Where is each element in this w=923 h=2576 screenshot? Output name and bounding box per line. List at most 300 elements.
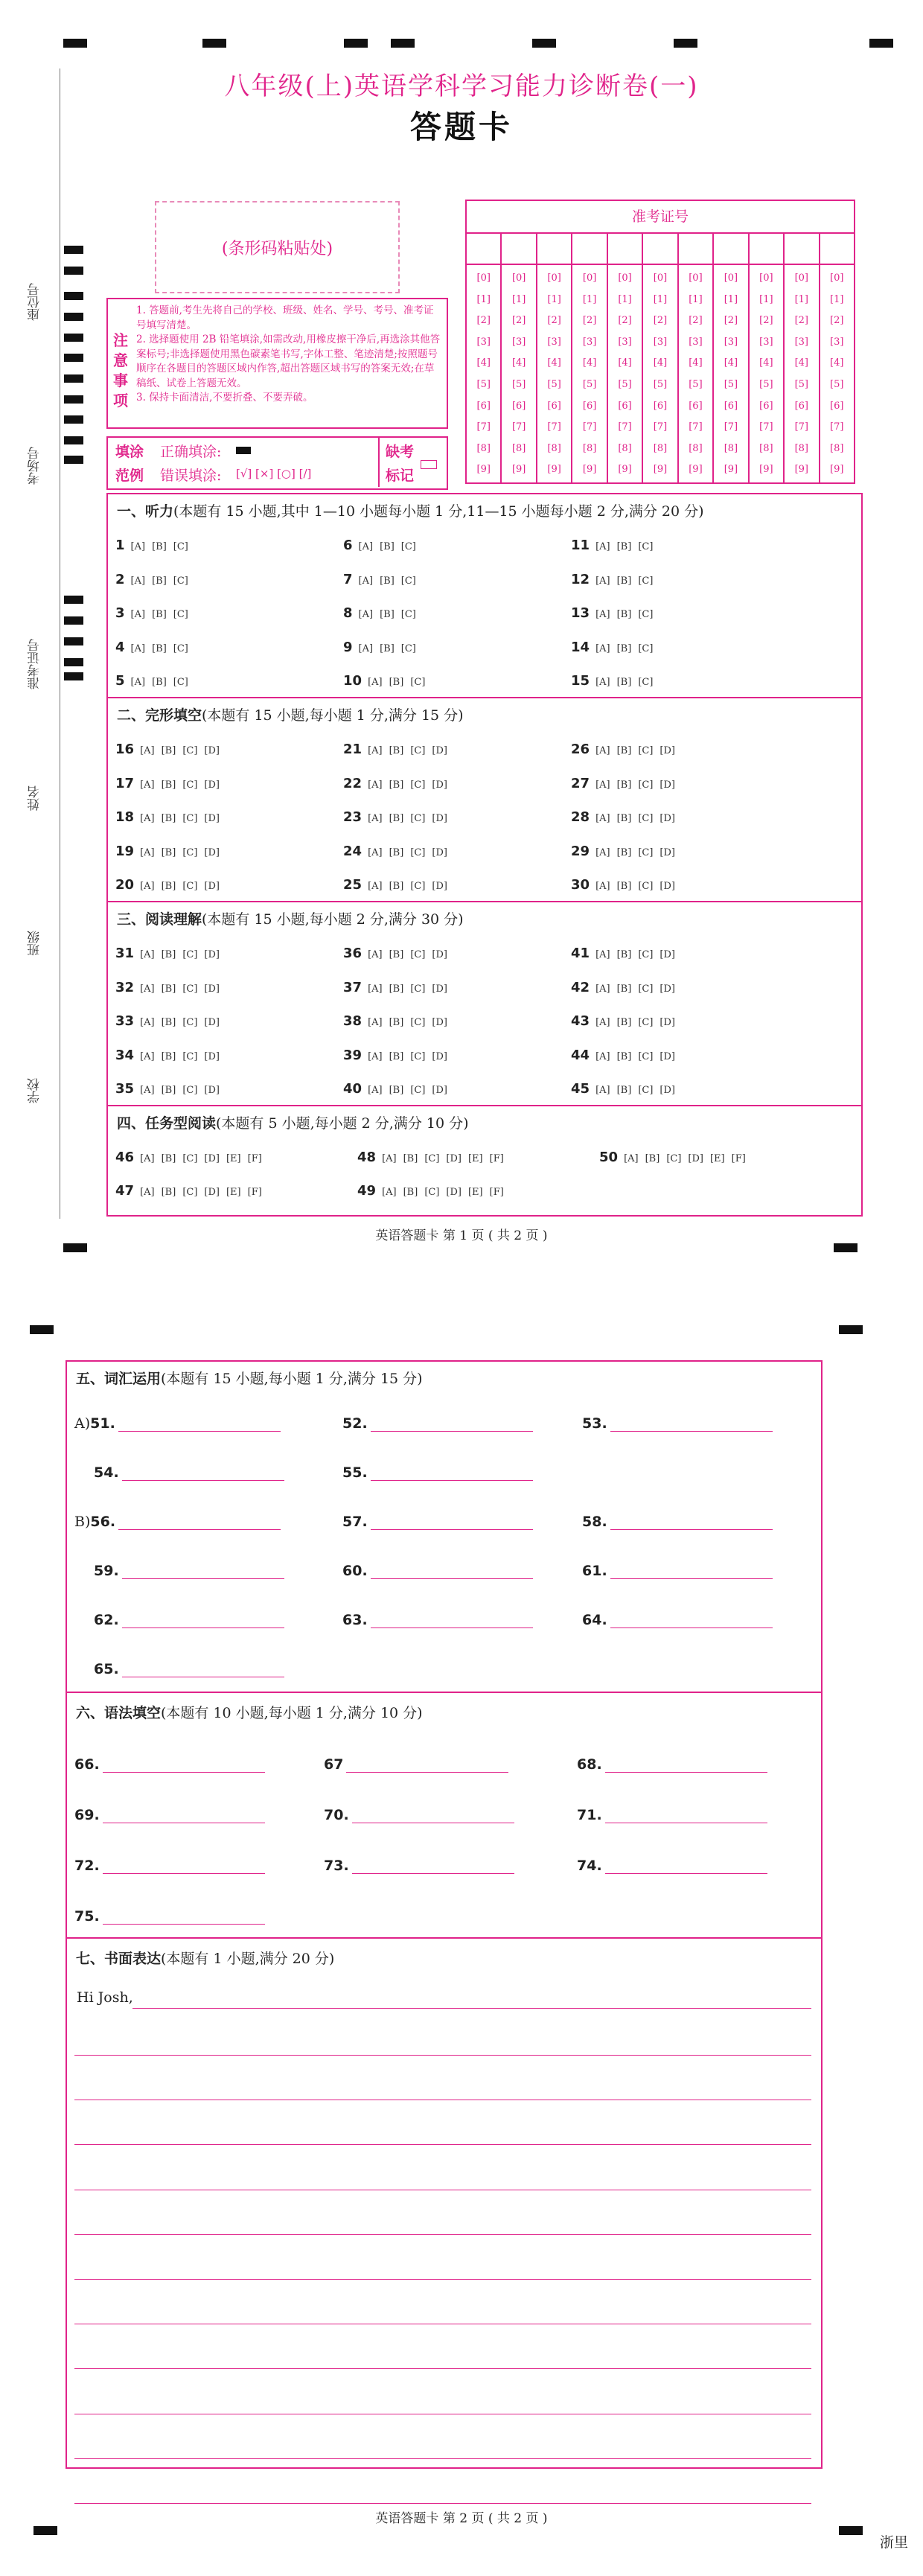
- digit-bubble[interactable]: [4]: [653, 357, 668, 369]
- barcode-area[interactable]: [155, 201, 400, 293]
- option-bubble[interactable]: [D]: [432, 779, 447, 791]
- option-bubble[interactable]: [C]: [410, 881, 426, 892]
- option-bubble[interactable]: [C]: [182, 1085, 198, 1096]
- option-bubble[interactable]: [C]: [400, 575, 416, 587]
- digit-bubble[interactable]: [4]: [759, 357, 773, 369]
- digit-bubble[interactable]: [2]: [724, 315, 738, 327]
- option-bubble[interactable]: [B]: [616, 847, 632, 858]
- digit-bubble[interactable]: [8]: [511, 442, 526, 454]
- option-bubble[interactable]: [B]: [616, 983, 632, 995]
- option-bubble[interactable]: [B]: [616, 813, 632, 824]
- option-bubble[interactable]: [B]: [389, 813, 404, 824]
- answer-line[interactable]: [371, 1514, 533, 1530]
- option-bubble[interactable]: [B]: [161, 779, 176, 791]
- digit-bubble[interactable]: [0]: [653, 272, 668, 284]
- option-bubble[interactable]: [D]: [432, 881, 447, 892]
- option-bubble[interactable]: [C]: [182, 1017, 198, 1028]
- option-bubble[interactable]: [A]: [368, 949, 383, 960]
- option-bubble[interactable]: [A]: [368, 745, 383, 756]
- option-bubble[interactable]: [B]: [389, 881, 404, 892]
- option-bubble[interactable]: [C]: [638, 813, 654, 824]
- option-bubble[interactable]: [B]: [380, 575, 395, 587]
- digit-bubble[interactable]: [0]: [689, 272, 703, 284]
- option-bubble[interactable]: [A]: [595, 643, 610, 654]
- digit-bubble[interactable]: [9]: [653, 464, 668, 476]
- answer-line[interactable]: [103, 1808, 265, 1823]
- digit-bubble[interactable]: [4]: [724, 357, 738, 369]
- option-bubble[interactable]: [B]: [161, 813, 176, 824]
- digit-bubble[interactable]: [1]: [830, 293, 844, 305]
- option-bubble[interactable]: [D]: [204, 813, 220, 824]
- digit-bubble[interactable]: [7]: [830, 421, 844, 433]
- digit-bubble[interactable]: [1]: [689, 293, 703, 305]
- answer-line[interactable]: [605, 1808, 767, 1823]
- option-bubble[interactable]: [D]: [446, 1187, 462, 1198]
- digit-bubble[interactable]: [4]: [547, 357, 561, 369]
- writing-line[interactable]: [74, 2144, 811, 2145]
- option-bubble[interactable]: [B]: [152, 643, 167, 654]
- option-bubble[interactable]: [C]: [173, 643, 188, 654]
- digit-bubble[interactable]: [8]: [830, 442, 844, 454]
- answer-line[interactable]: [610, 1416, 773, 1432]
- option-bubble[interactable]: [A]: [130, 541, 146, 552]
- digit-bubble[interactable]: [2]: [618, 315, 632, 327]
- option-bubble[interactable]: [C]: [638, 847, 654, 858]
- digit-bubble[interactable]: [6]: [476, 400, 491, 412]
- option-bubble[interactable]: [A]: [130, 677, 146, 688]
- option-bubble[interactable]: [A]: [368, 677, 383, 688]
- digit-bubble[interactable]: [6]: [794, 400, 809, 412]
- digit-bubble[interactable]: [2]: [582, 315, 597, 327]
- option-bubble[interactable]: [A]: [595, 813, 610, 824]
- digit-bubble[interactable]: [7]: [547, 421, 561, 433]
- option-bubble[interactable]: [C]: [410, 677, 426, 688]
- digit-bubble[interactable]: [6]: [511, 400, 526, 412]
- option-bubble[interactable]: [A]: [382, 1153, 397, 1164]
- writing-line[interactable]: [74, 2368, 811, 2369]
- option-bubble[interactable]: [B]: [161, 1017, 176, 1028]
- option-bubble[interactable]: [D]: [204, 881, 220, 892]
- option-bubble[interactable]: [C]: [182, 1051, 198, 1062]
- answer-line[interactable]: [122, 1563, 284, 1579]
- digit-bubble[interactable]: [4]: [689, 357, 703, 369]
- digit-bubble[interactable]: [2]: [547, 315, 561, 327]
- option-bubble[interactable]: [B]: [161, 745, 176, 756]
- option-bubble[interactable]: [E]: [709, 1153, 725, 1164]
- writing-line[interactable]: [132, 2008, 811, 2009]
- option-bubble[interactable]: [D]: [659, 813, 675, 824]
- option-bubble[interactable]: [B]: [389, 1017, 404, 1028]
- option-bubble[interactable]: [D]: [432, 813, 447, 824]
- option-bubble[interactable]: [F]: [247, 1187, 262, 1198]
- option-bubble[interactable]: [A]: [595, 1085, 610, 1096]
- digit-bubble[interactable]: [8]: [582, 442, 597, 454]
- digit-bubble[interactable]: [3]: [794, 336, 809, 348]
- digit-bubble[interactable]: [2]: [759, 315, 773, 327]
- option-bubble[interactable]: [D]: [659, 949, 675, 960]
- option-bubble[interactable]: [B]: [403, 1153, 418, 1164]
- digit-bubble[interactable]: [4]: [511, 357, 526, 369]
- digit-bubble[interactable]: [4]: [582, 357, 597, 369]
- writing-line[interactable]: [74, 2234, 811, 2235]
- option-bubble[interactable]: [C]: [173, 609, 188, 620]
- option-bubble[interactable]: [B]: [152, 609, 167, 620]
- digit-bubble[interactable]: [7]: [618, 421, 632, 433]
- option-bubble[interactable]: [D]: [659, 1051, 675, 1062]
- option-bubble[interactable]: [A]: [140, 1085, 155, 1096]
- digit-bubble[interactable]: [0]: [582, 272, 597, 284]
- option-bubble[interactable]: [A]: [140, 847, 155, 858]
- option-bubble[interactable]: [C]: [410, 1051, 426, 1062]
- option-bubble[interactable]: [C]: [410, 745, 426, 756]
- option-bubble[interactable]: [D]: [204, 949, 220, 960]
- digit-bubble[interactable]: [6]: [653, 400, 668, 412]
- answer-line[interactable]: [118, 1514, 281, 1530]
- option-bubble[interactable]: [B]: [616, 779, 632, 791]
- option-bubble[interactable]: [B]: [616, 643, 632, 654]
- digit-bubble[interactable]: [5]: [618, 378, 632, 390]
- digit-bubble[interactable]: [3]: [830, 336, 844, 348]
- option-bubble[interactable]: [C]: [410, 813, 426, 824]
- option-bubble[interactable]: [C]: [666, 1153, 682, 1164]
- option-bubble[interactable]: [A]: [140, 1153, 155, 1164]
- option-bubble[interactable]: [A]: [140, 779, 155, 791]
- digit-bubble[interactable]: [8]: [724, 442, 738, 454]
- option-bubble[interactable]: [C]: [182, 1153, 198, 1164]
- digit-bubble[interactable]: [8]: [689, 442, 703, 454]
- option-bubble[interactable]: [A]: [358, 643, 374, 654]
- option-bubble[interactable]: [D]: [204, 1153, 220, 1164]
- option-bubble[interactable]: [B]: [161, 881, 176, 892]
- digit-bubble[interactable]: [5]: [759, 378, 773, 390]
- option-bubble[interactable]: [D]: [659, 1085, 675, 1096]
- option-bubble[interactable]: [B]: [389, 1085, 404, 1096]
- option-bubble[interactable]: [A]: [595, 575, 610, 587]
- option-bubble[interactable]: [F]: [731, 1153, 746, 1164]
- option-bubble[interactable]: [A]: [130, 643, 146, 654]
- option-bubble[interactable]: [B]: [152, 677, 167, 688]
- digit-bubble[interactable]: [7]: [511, 421, 526, 433]
- answer-line[interactable]: [610, 1514, 773, 1530]
- option-bubble[interactable]: [C]: [638, 677, 654, 688]
- option-bubble[interactable]: [A]: [595, 847, 610, 858]
- digit-bubble[interactable]: [9]: [794, 464, 809, 476]
- option-bubble[interactable]: [C]: [182, 745, 198, 756]
- option-bubble[interactable]: [B]: [389, 847, 404, 858]
- option-bubble[interactable]: [B]: [616, 1017, 632, 1028]
- digit-bubble[interactable]: [0]: [547, 272, 561, 284]
- option-bubble[interactable]: [C]: [424, 1187, 440, 1198]
- option-bubble[interactable]: [A]: [595, 677, 610, 688]
- option-bubble[interactable]: [B]: [616, 575, 632, 587]
- digit-bubble[interactable]: [0]: [830, 272, 844, 284]
- option-bubble[interactable]: [B]: [380, 643, 395, 654]
- digit-bubble[interactable]: [8]: [476, 442, 491, 454]
- digit-bubble[interactable]: [0]: [476, 272, 491, 284]
- answer-line[interactable]: [352, 1858, 514, 1874]
- option-bubble[interactable]: [D]: [659, 983, 675, 995]
- digit-bubble[interactable]: [5]: [511, 378, 526, 390]
- option-bubble[interactable]: [C]: [400, 643, 416, 654]
- answer-line[interactable]: [610, 1613, 773, 1628]
- option-bubble[interactable]: [A]: [140, 745, 155, 756]
- option-bubble[interactable]: [C]: [638, 1017, 654, 1028]
- option-bubble[interactable]: [B]: [616, 541, 632, 552]
- option-bubble[interactable]: [D]: [432, 1017, 447, 1028]
- digit-bubble[interactable]: [9]: [511, 464, 526, 476]
- option-bubble[interactable]: [D]: [204, 745, 220, 756]
- option-bubble[interactable]: [C]: [638, 643, 654, 654]
- digit-bubble[interactable]: [4]: [618, 357, 632, 369]
- option-bubble[interactable]: [D]: [659, 779, 675, 791]
- digit-bubble[interactable]: [5]: [689, 378, 703, 390]
- digit-bubble[interactable]: [3]: [511, 336, 526, 348]
- digit-bubble[interactable]: [8]: [759, 442, 773, 454]
- answer-line[interactable]: [605, 1757, 767, 1773]
- answer-line[interactable]: [118, 1416, 281, 1432]
- digit-bubble[interactable]: [5]: [582, 378, 597, 390]
- option-bubble[interactable]: [C]: [638, 575, 654, 587]
- answer-line[interactable]: [371, 1613, 533, 1628]
- digit-bubble[interactable]: [9]: [689, 464, 703, 476]
- answer-line[interactable]: [371, 1465, 533, 1481]
- digit-bubble[interactable]: [3]: [476, 336, 491, 348]
- option-bubble[interactable]: [B]: [616, 609, 632, 620]
- digit-bubble[interactable]: [7]: [794, 421, 809, 433]
- option-bubble[interactable]: [C]: [400, 609, 416, 620]
- option-bubble[interactable]: [B]: [161, 983, 176, 995]
- option-bubble[interactable]: [A]: [595, 1051, 610, 1062]
- option-bubble[interactable]: [E]: [467, 1153, 483, 1164]
- option-bubble[interactable]: [B]: [616, 1051, 632, 1062]
- option-bubble[interactable]: [C]: [638, 779, 654, 791]
- digit-bubble[interactable]: [9]: [830, 464, 844, 476]
- digit-bubble[interactable]: [2]: [830, 315, 844, 327]
- option-bubble[interactable]: [A]: [595, 1017, 610, 1028]
- option-bubble[interactable]: [D]: [204, 1085, 220, 1096]
- option-bubble[interactable]: [D]: [204, 983, 220, 995]
- writing-line[interactable]: [74, 2055, 811, 2056]
- option-bubble[interactable]: [C]: [638, 949, 654, 960]
- option-bubble[interactable]: [A]: [595, 949, 610, 960]
- digit-bubble[interactable]: [0]: [618, 272, 632, 284]
- writing-line[interactable]: [74, 2458, 811, 2459]
- option-bubble[interactable]: [D]: [659, 881, 675, 892]
- option-bubble[interactable]: [C]: [182, 949, 198, 960]
- option-bubble[interactable]: [D]: [204, 779, 220, 791]
- option-bubble[interactable]: [C]: [638, 1085, 654, 1096]
- digit-bubble[interactable]: [2]: [653, 315, 668, 327]
- option-bubble[interactable]: [A]: [595, 541, 610, 552]
- writing-line[interactable]: [74, 2503, 811, 2504]
- digit-bubble[interactable]: [8]: [618, 442, 632, 454]
- digit-bubble[interactable]: [5]: [547, 378, 561, 390]
- option-bubble[interactable]: [A]: [595, 983, 610, 995]
- option-bubble[interactable]: [C]: [638, 881, 654, 892]
- answer-line[interactable]: [371, 1416, 533, 1432]
- option-bubble[interactable]: [D]: [432, 847, 447, 858]
- option-bubble[interactable]: [A]: [382, 1187, 397, 1198]
- option-bubble[interactable]: [C]: [410, 779, 426, 791]
- digit-bubble[interactable]: [1]: [582, 293, 597, 305]
- digit-bubble[interactable]: [8]: [547, 442, 561, 454]
- option-bubble[interactable]: [A]: [140, 1051, 155, 1062]
- option-bubble[interactable]: [A]: [140, 1017, 155, 1028]
- answer-line[interactable]: [103, 1858, 265, 1874]
- digit-bubble[interactable]: [6]: [618, 400, 632, 412]
- option-bubble[interactable]: [D]: [204, 1187, 220, 1198]
- option-bubble[interactable]: [D]: [659, 745, 675, 756]
- digit-bubble[interactable]: [3]: [653, 336, 668, 348]
- option-bubble[interactable]: [C]: [173, 541, 188, 552]
- option-bubble[interactable]: [A]: [368, 813, 383, 824]
- digit-bubble[interactable]: [6]: [689, 400, 703, 412]
- writing-line[interactable]: [74, 2279, 811, 2280]
- option-bubble[interactable]: [A]: [140, 881, 155, 892]
- answer-line[interactable]: [371, 1563, 533, 1579]
- digit-bubble[interactable]: [0]: [511, 272, 526, 284]
- option-bubble[interactable]: [B]: [389, 983, 404, 995]
- option-bubble[interactable]: [E]: [467, 1187, 483, 1198]
- digit-bubble[interactable]: [5]: [653, 378, 668, 390]
- option-bubble[interactable]: [A]: [140, 1187, 155, 1198]
- option-bubble[interactable]: [F]: [247, 1153, 262, 1164]
- option-bubble[interactable]: [A]: [368, 847, 383, 858]
- option-bubble[interactable]: [D]: [204, 847, 220, 858]
- digit-bubble[interactable]: [6]: [582, 400, 597, 412]
- digit-bubble[interactable]: [5]: [724, 378, 738, 390]
- option-bubble[interactable]: [B]: [161, 949, 176, 960]
- digit-bubble[interactable]: [9]: [618, 464, 632, 476]
- option-bubble[interactable]: [A]: [130, 609, 146, 620]
- digit-bubble[interactable]: [8]: [794, 442, 809, 454]
- digit-bubble[interactable]: [6]: [547, 400, 561, 412]
- option-bubble[interactable]: [C]: [638, 745, 654, 756]
- option-bubble[interactable]: [B]: [161, 1051, 176, 1062]
- option-bubble[interactable]: [C]: [410, 949, 426, 960]
- option-bubble[interactable]: [C]: [410, 983, 426, 995]
- digit-bubble[interactable]: [7]: [653, 421, 668, 433]
- digit-bubble[interactable]: [6]: [830, 400, 844, 412]
- option-bubble[interactable]: [D]: [204, 1017, 220, 1028]
- digit-bubble[interactable]: [9]: [547, 464, 561, 476]
- option-bubble[interactable]: [D]: [659, 847, 675, 858]
- option-bubble[interactable]: [B]: [380, 541, 395, 552]
- option-bubble[interactable]: [A]: [140, 949, 155, 960]
- option-bubble[interactable]: [B]: [161, 847, 176, 858]
- digit-bubble[interactable]: [1]: [653, 293, 668, 305]
- option-bubble[interactable]: [B]: [616, 949, 632, 960]
- option-bubble[interactable]: [A]: [358, 609, 374, 620]
- option-bubble[interactable]: [C]: [638, 1051, 654, 1062]
- option-bubble[interactable]: [D]: [659, 1017, 675, 1028]
- digit-bubble[interactable]: [5]: [830, 378, 844, 390]
- digit-bubble[interactable]: [4]: [830, 357, 844, 369]
- digit-bubble[interactable]: [1]: [476, 293, 491, 305]
- digit-bubble[interactable]: [7]: [582, 421, 597, 433]
- option-bubble[interactable]: [A]: [368, 1017, 383, 1028]
- digit-bubble[interactable]: [1]: [794, 293, 809, 305]
- digit-bubble[interactable]: [4]: [476, 357, 491, 369]
- option-bubble[interactable]: [D]: [446, 1153, 462, 1164]
- option-bubble[interactable]: [B]: [616, 1085, 632, 1096]
- option-bubble[interactable]: [F]: [489, 1187, 504, 1198]
- digit-bubble[interactable]: [1]: [547, 293, 561, 305]
- option-bubble[interactable]: [A]: [368, 1085, 383, 1096]
- digit-bubble[interactable]: [3]: [582, 336, 597, 348]
- option-bubble[interactable]: [B]: [645, 1153, 660, 1164]
- option-bubble[interactable]: [B]: [161, 1187, 176, 1198]
- answer-line[interactable]: [346, 1757, 508, 1773]
- digit-bubble[interactable]: [6]: [724, 400, 738, 412]
- option-bubble[interactable]: [D]: [432, 1051, 447, 1062]
- option-bubble[interactable]: [E]: [226, 1153, 241, 1164]
- option-bubble[interactable]: [A]: [595, 779, 610, 791]
- option-bubble[interactable]: [A]: [595, 881, 610, 892]
- option-bubble[interactable]: [B]: [152, 575, 167, 587]
- option-bubble[interactable]: [C]: [424, 1153, 440, 1164]
- option-bubble[interactable]: [A]: [595, 745, 610, 756]
- option-bubble[interactable]: [B]: [616, 677, 632, 688]
- digit-bubble[interactable]: [4]: [794, 357, 809, 369]
- digit-bubble[interactable]: [9]: [759, 464, 773, 476]
- digit-bubble[interactable]: [2]: [511, 315, 526, 327]
- digit-bubble[interactable]: [9]: [476, 464, 491, 476]
- option-bubble[interactable]: [B]: [389, 779, 404, 791]
- option-bubble[interactable]: [A]: [368, 779, 383, 791]
- option-bubble[interactable]: [A]: [140, 813, 155, 824]
- option-bubble[interactable]: [B]: [389, 677, 404, 688]
- option-bubble[interactable]: [E]: [226, 1187, 241, 1198]
- answer-line[interactable]: [122, 1662, 284, 1677]
- option-bubble[interactable]: [A]: [595, 609, 610, 620]
- answer-line[interactable]: [103, 1757, 265, 1773]
- option-bubble[interactable]: [B]: [380, 609, 395, 620]
- digit-bubble[interactable]: [0]: [724, 272, 738, 284]
- option-bubble[interactable]: [A]: [368, 1051, 383, 1062]
- option-bubble[interactable]: [C]: [410, 847, 426, 858]
- digit-bubble[interactable]: [3]: [618, 336, 632, 348]
- option-bubble[interactable]: [C]: [182, 847, 198, 858]
- option-bubble[interactable]: [C]: [173, 677, 188, 688]
- option-bubble[interactable]: [C]: [410, 1085, 426, 1096]
- option-bubble[interactable]: [C]: [182, 813, 198, 824]
- answer-line[interactable]: [122, 1465, 284, 1481]
- digit-bubble[interactable]: [2]: [476, 315, 491, 327]
- option-bubble[interactable]: [D]: [432, 1085, 447, 1096]
- digit-bubble[interactable]: [3]: [689, 336, 703, 348]
- option-bubble[interactable]: [A]: [358, 541, 374, 552]
- digit-bubble[interactable]: [0]: [759, 272, 773, 284]
- digit-bubble[interactable]: [3]: [724, 336, 738, 348]
- option-bubble[interactable]: [C]: [182, 779, 198, 791]
- answer-line[interactable]: [352, 1808, 514, 1823]
- digit-bubble[interactable]: [6]: [759, 400, 773, 412]
- digit-bubble[interactable]: [8]: [653, 442, 668, 454]
- option-bubble[interactable]: [B]: [389, 1051, 404, 1062]
- digit-bubble[interactable]: [9]: [582, 464, 597, 476]
- answer-line[interactable]: [605, 1858, 767, 1874]
- option-bubble[interactable]: [C]: [638, 541, 654, 552]
- absent-mark-box[interactable]: [421, 460, 437, 469]
- answer-line[interactable]: [122, 1613, 284, 1628]
- option-bubble[interactable]: [F]: [489, 1153, 504, 1164]
- exam-number-write-row[interactable]: [467, 234, 854, 265]
- option-bubble[interactable]: [B]: [616, 745, 632, 756]
- answer-line[interactable]: [610, 1563, 773, 1579]
- option-bubble[interactable]: [A]: [624, 1153, 639, 1164]
- option-bubble[interactable]: [B]: [389, 745, 404, 756]
